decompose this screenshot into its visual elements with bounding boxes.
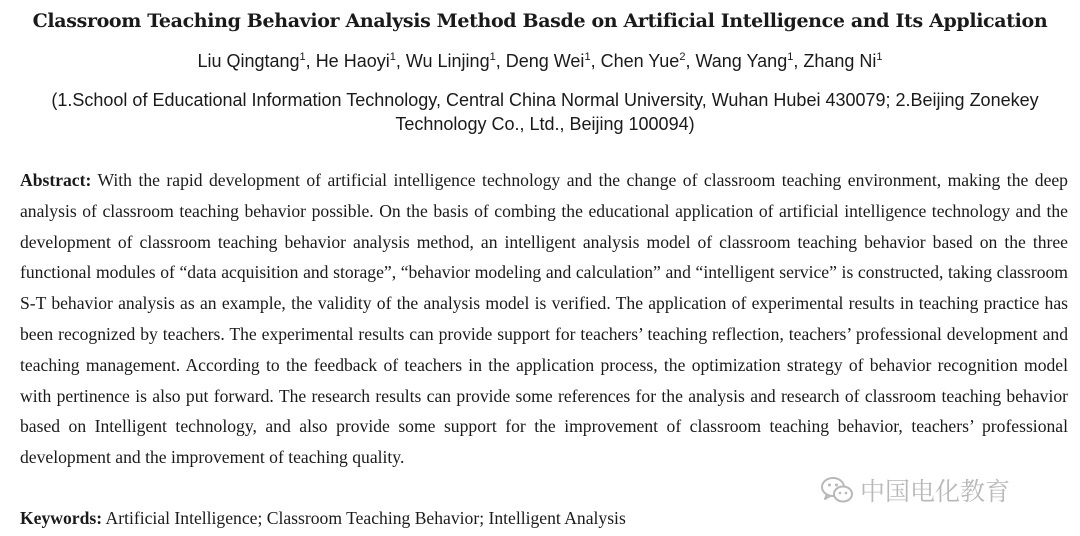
keywords: [20, 508, 626, 529]
author: Chen Yue$^2$: [600, 51, 686, 71]
wechat-icon: [820, 475, 854, 505]
author-list: Liu Qingtang$^1$, He Haoyi$^1$, Wu Linjing$^1$, Deng Wei$^1$, Chen Yue$^2$, Wang Yang$^1$, Zhang Ni$^1$: [197, 51, 883, 71]
author: Wu Linjing$^1$: [405, 51, 496, 71]
watermark-text: 中国电化教育: [860, 477, 1011, 506]
keywords-label: Keywords:: [20, 508, 103, 528]
abstract-text: With the rapid development of artificial intelligence technology and the change of classroom teaching environment, making the deep analysis of classroom teaching behavior possible. On the basis of combing the educational application of artificial intelligence technology and the development of classroom teaching behavior analysis method, an intelligent analysis model of classroom teaching behavior based on the three functional modules of “data acquisition and storage”, “behavior modeling and calculation” and “intelligent service” is constructed, taking classroom S-T behavior analysis as an example, the validity of the analysis model is verified. The application of experimental results in teaching practice has been recognized by teachers. The experimental results can provide support for teachers’ teaching reflection, teachers’ professional development and teaching management. According to the feedback of teachers in the application process, the optimization strategy of behavior recognition model with pertinence is also put forward. The research results can provide some references for the analysis and research of classroom teaching behavior based on Intelligent technology, and also provide some support for the improvement of classroom teaching behavior, teachers’ professional development and the improvement of teaching quality.: [20, 170, 1068, 468]
author: He Haoyi$^1$: [315, 51, 396, 71]
keywords-text: Artificial Intelligence; Classroom Teaching Behavior; Intelligent Analysis: [105, 508, 626, 528]
author: Zhang Ni$^1$: [803, 51, 883, 71]
author: Deng Wei$^1$: [505, 51, 591, 71]
affiliation: (1.School of Educational Information Technology, Central China Normal University, Wuhan Hubei 430079; 2.Beijing Zonekey Technology Co., Ltd., Beijing 100094): [51, 90, 1039, 134]
paper-title: Classroom Teaching Behavior Analysis Method Basde on Artificial Intelligence and Its Application: [32, 10, 1048, 32]
author: Wang Yang$^1$: [695, 51, 794, 71]
abstract: [20, 165, 1068, 473]
author: Liu Qingtang$^1$: [197, 51, 306, 71]
abstract-label: Abstract:: [20, 170, 92, 190]
watermark: [820, 472, 1010, 508]
